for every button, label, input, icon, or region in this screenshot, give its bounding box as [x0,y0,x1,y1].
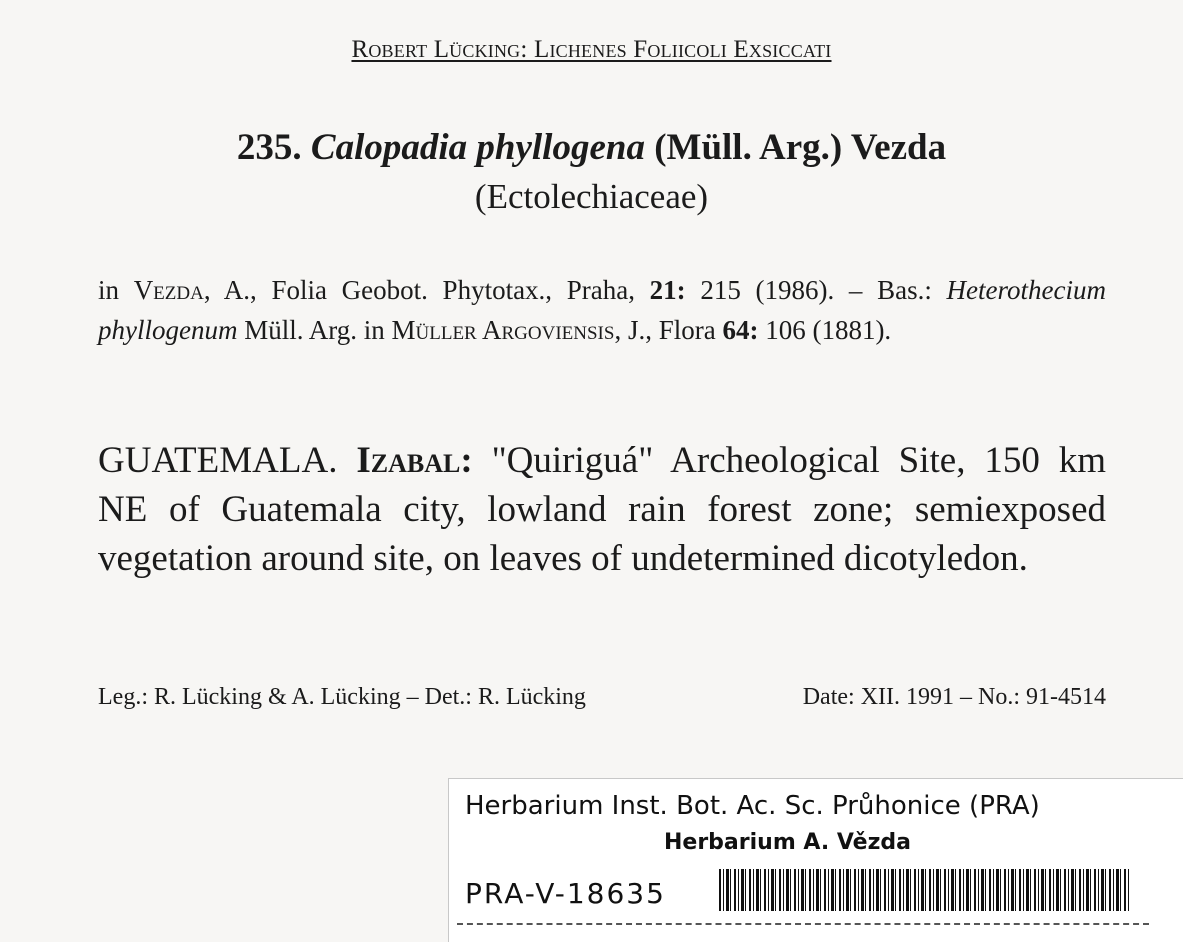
barcode [719,869,1129,911]
citation-text: in [98,275,134,305]
basionym-name: Heterothecium phyllogenum [98,275,1106,345]
citation-text: , A., Folia Geobot. Phytotax., Praha, [203,275,650,305]
catalog-number: PRA-V-18635 [465,877,666,910]
exsiccata-number: 235. [236,127,302,168]
citation-volume: 64: [722,315,759,345]
series-header: Robert Lücking: Lichenes Foliicoli Exsiccati [351,36,832,63]
cut-line [457,923,1149,925]
collectors: Leg.: R. Lücking & A. Lücking – Det.: R. Lücking [98,684,586,710]
citation-author: Vezda [133,275,204,305]
date-number: Date: XII. 1991 – No.: 91-4514 [802,684,1106,710]
citation-paragraph [98,270,1106,350]
locality-paragraph [98,436,1106,583]
herbarium-name: Herbarium A. Vězda [664,830,912,855]
species-authority: (Müll. Arg.) Vezda [654,127,947,168]
country: GUATEMALA. [98,440,338,481]
family-name: (Ectolechiaceae) [474,177,709,216]
locality-text: "Quiriguá" Archeological Site, 150 km NE of Guatemala city, lowland rain forest zone; semiexposed vegetation around site, on leaves of undetermined dicotyledon. [98,440,1107,579]
herbarium-stamp [448,778,1183,942]
species-title [0,126,1183,170]
citation-volume: 21: [649,275,686,305]
province: Izabal: [356,440,473,481]
species-name: Calopadia phyllogena [310,127,645,168]
citation-text: Müll. Arg. in [237,315,392,345]
citation-text: 106 (1881). [758,315,892,345]
citation-text: 215 (1986). – Bas.: [685,275,947,305]
institution-name: Herbarium Inst. Bot. Ac. Sc. Průhonice (PRA) [465,791,1040,821]
citation-text: , J., Flora [614,315,723,345]
citation-author: Müller Argoviensis [391,315,615,345]
